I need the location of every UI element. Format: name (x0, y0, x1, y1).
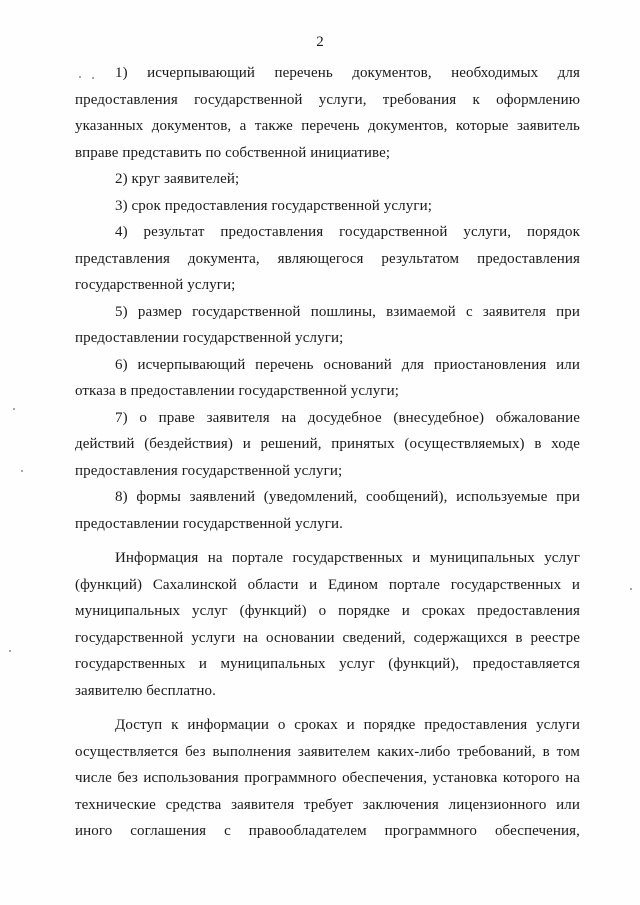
scan-speck (630, 588, 632, 590)
list-item-2: 2) круг заявителей; (115, 171, 240, 187)
list-item-4: 4) результат предоставления государственной услуги, порядок представления документа, являющегося результатом предоставления государственной услуги; (75, 224, 580, 293)
list-item-1: 1) исчерпывающий перечень документов, необходимых для предоставления государственной услуги, требования к оформлению указанных документов, а также перечень документов, которые заявитель вправе представить по собственной инициативе; (75, 65, 580, 161)
info-paragraph: Информация на портале государственных и муниципальных услуг (функций) Сахалинской области и Едином портале государственных и муниципальных услуг (функций) о порядке и сроках предоставления государственной услуги на основании сведений, содержащихся в реестре государственных и муниципальных услуг (функций), предоставляется заявителю бесплатно. (75, 550, 580, 699)
scan-speck (21, 470, 23, 472)
page-number: 2 (316, 34, 324, 50)
list-item-3: 3) срок предоставления государственной услуги; (115, 197, 432, 214)
paragraph-spacer (75, 704, 580, 712)
list-item-7: 7) о праве заявителя на досудебное (внесудебное) обжалование действий (бездействия) и решений, принятых (осуществляемых) в ходе предоставления государственной услуги; (75, 409, 580, 479)
scan-speck (13, 408, 15, 410)
scan-speck (79, 76, 81, 78)
list-item-6: 6) исчерпывающий перечень оснований для приостановления или отказа в предоставлении государственной услуги; (75, 356, 580, 399)
access-paragraph: Доступ к информации о сроках и порядке предоставления услуги осуществляется без выполнения заявителем каких-либо требований, в том числе без использования программного обеспечения, установка которого на технические средства заявителя требует заключения лицензионного или иного соглашения с правообладателем программного обеспечения, (75, 717, 580, 839)
list-item-8: 8) формы заявлений (уведомлений, сообщений), используемые при предоставлении государственной услуги. (75, 489, 580, 532)
document-body (75, 60, 580, 845)
paragraph-spacer (75, 537, 580, 545)
list-item-5: 5) размер государственной пошлины, взимаемой с заявителя при предоставлении государственной услуги; (75, 303, 580, 346)
scan-speck (92, 77, 94, 79)
scan-speck (9, 650, 11, 652)
